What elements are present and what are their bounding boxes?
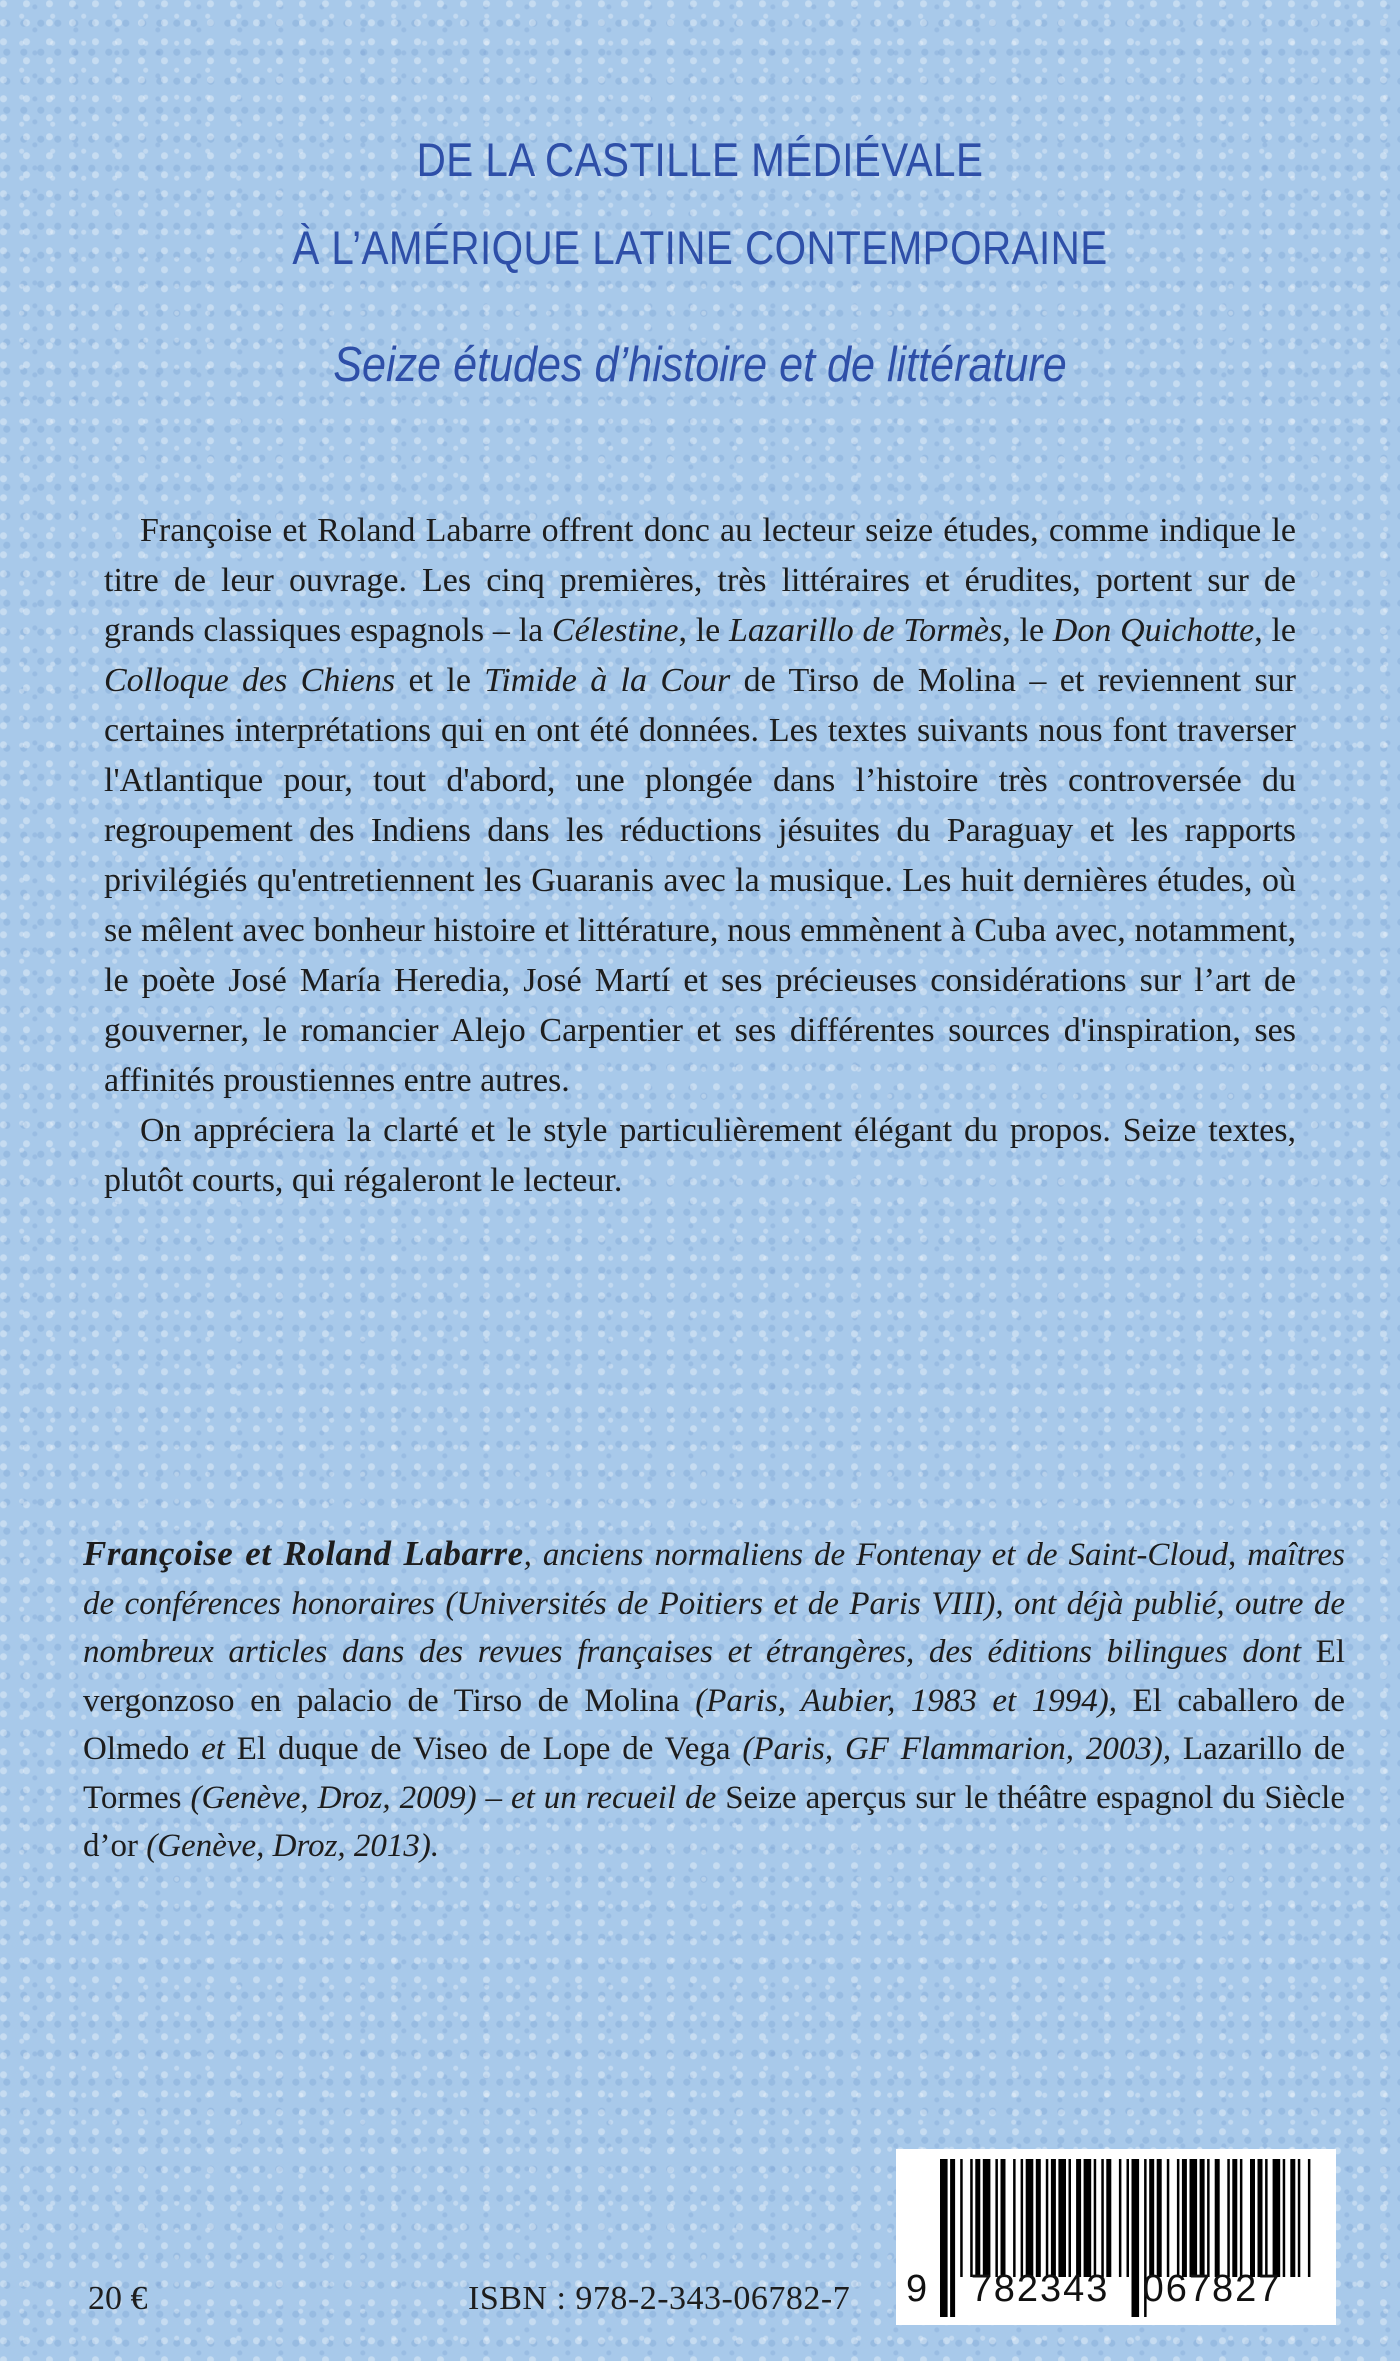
barcode-bar [1013,2159,1016,2277]
barcode-bar [1149,2159,1154,2277]
work-celestine: Célestine [551,612,679,649]
barcode-bar [1084,2159,1092,2277]
work-colloque: Colloque des Chiens [104,662,396,699]
barcode-bar [983,2159,991,2277]
barcode-bar [1036,2159,1041,2277]
barcode-bar [1177,2159,1180,2277]
book-title: Seize aperçus sur le théâtre espagnol du Siècle d’or [83,1779,1345,1864]
barcode-bar [1190,2159,1198,2277]
barcode-bar [1290,2159,1295,2277]
barcode-bar [1232,2159,1237,2277]
summary-text [104,506,1296,1206]
barcode-bar [1119,2159,1122,2277]
work-don-quichotte: Don Quichotte [1052,612,1255,649]
barcode-bar [1127,2159,1130,2277]
book-title: Lazarillo de Tormes [83,1731,1345,1816]
barcode-first-digit: 9 [906,2268,928,2310]
barcode-bar [1182,2159,1187,2277]
barcode-bar [1046,2159,1049,2277]
summary-paragraph-1: Françoise et Roland Labarre offrent donc au lecteur seize études, comme indique le titre de leur ouvrage. Les cinq premières, très littéraires et érudites, portent sur de grands classiques espagnols – la Célestine, le Lazarillo de Tormès, le Don Quichotte, le Colloque des Chiens et le Timide à la Cour de Tirso de Molina – et reviennent sur certaines interprétations qui en ont été données. Les textes suivants nous font traverser l'Atlantique pour, tout d'abord, une plongée dans l’histoire très controversée du regroupement des Indiens dans les réductions jésuites du Paraguay et les rapports privilégiés qu'entretiennent les Guaranis avec la musique. Les huit dernières études, où se mêlent avec bonheur histoire et littérature, nous emmènent à Cuba avec, notamment, le poète José María Heredia, José Martí et ses précieuses considérations sur l’art de gouverner, le romancier Alejo Carpentier et ses différentes sources d'inspiration, ses affinités proustiennes entre autres. [104,512,1297,1099]
barcode-bar [1101,2159,1104,2277]
barcode-bar [1001,2159,1006,2277]
barcode-bar [1265,2159,1268,2277]
barcode-bar [950,2159,955,2317]
barcode-bar [1069,2159,1072,2277]
barcode-bar [960,2159,963,2277]
barcode-bar [1227,2159,1230,2277]
author-names: Françoise et Roland Labarre [83,1534,524,1573]
barcode-digits-left: 782343 [970,2268,1110,2310]
barcode-bar [1215,2159,1220,2277]
book-title: El vergonzoso en palacio de Tirso de Molina [83,1634,1345,1719]
barcode-bar [975,2159,980,2277]
barcode-bar [1200,2159,1205,2277]
book-title: El duque de Viseo de Lope de Vega [236,1731,731,1767]
isbn: ISBN : 978-2-343-06782-7 [468,2280,851,2317]
barcode-bar [1106,2159,1111,2277]
barcode-bar [940,2159,948,2317]
barcode-bar [1157,2159,1162,2277]
book-title: El caballero de Olmedo [83,1682,1346,1767]
author-bio: Françoise et Roland Labarre, anciens normaliens de Fontenay et de Saint-Cloud, maîtres de conférences honoraires (Universités de Poitiers et de Paris VIII), ont déjà publié, outre de nombreux articles dans des revues françaises et étrangères, des éditions bilingues dont El vergonzoso en palacio de Tirso de Molina (Paris, Aubier, 1983 et 1994), El caballero de Olmedo et El duque de Viseo de Lope de Vega (Paris, GF Flammarion, 2003), Lazarillo de Tormes (Genève, Droz, 2009) – et un recueil de Seize aperçus sur le théâtre espagnol du Siècle d’or (Genève, Droz, 2013). [83,1534,1346,1864]
barcode-bar [1051,2159,1056,2277]
barcode-bar [1250,2159,1255,2277]
barcode-bar [1273,2159,1281,2277]
barcode-bar [1207,2159,1210,2277]
barcode-digits-right: 067827 [1142,2268,1282,2310]
barcode-bar [1167,2159,1170,2277]
barcode-bar [1021,2159,1024,2277]
barcode-bar [1058,2159,1066,2277]
work-lazarillo: Lazarillo de Tormès [729,612,1003,649]
book-title-line-1: DE LA CASTILLE MÉDIÉVALE [416,133,984,186]
work-timide: Timide à la Cour [484,662,731,699]
book-title-line-2: À L’AMÉRIQUE LATINE CONTEMPORAINE [292,221,1108,274]
barcode-bar [1240,2159,1243,2277]
barcode-bar [1026,2159,1034,2277]
barcode-bar [1308,2159,1311,2277]
barcode-bar [1258,2159,1263,2277]
summary-paragraph-2: On appréciera la clarté et le style particulièrement élégant du propos. Seize textes, plutôt courts, qui régaleront le lecteur. [104,1112,1296,1199]
price: 20 € [88,2280,148,2317]
barcode-bar [1283,2159,1286,2277]
barcode-bar [1076,2159,1081,2277]
barcode-bar [1094,2159,1097,2277]
book-subtitle: Seize études d’histoire et de littérature [333,338,1067,392]
barcode-bar [970,2159,973,2277]
barcode-bar [1298,2159,1301,2277]
barcode-bar [995,2159,998,2277]
